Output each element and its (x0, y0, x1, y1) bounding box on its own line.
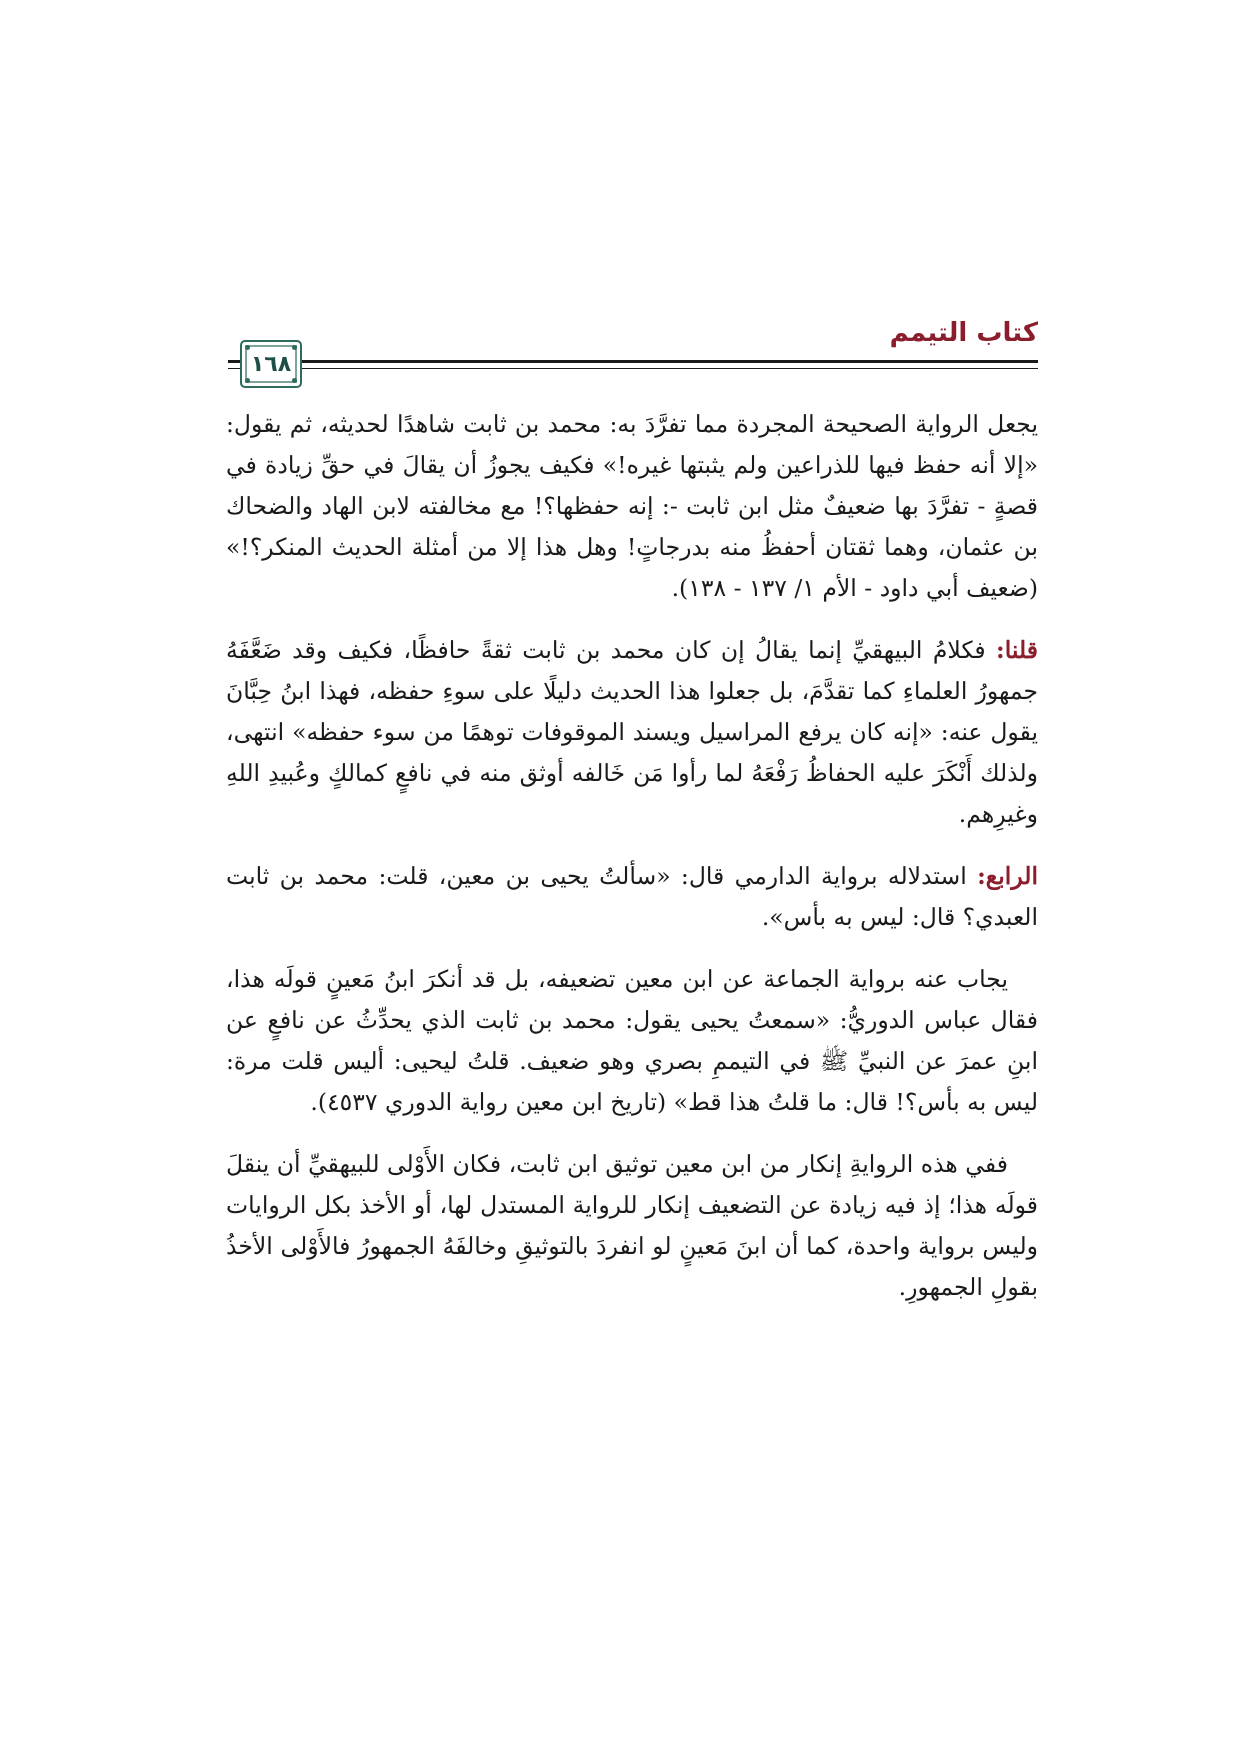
paragraph-text: يجاب عنه برواية الجماعة عن ابن معين تضعيفه، بل قد أنكرَ ابنُ مَعينٍ قولَه هذا، فقال عباس الدوريُّ: «سمعتُ يحيى يقول: محمد بن ثابت الذي يحدِّثُ عن نافعٍ عن ابنِ عمرَ عن النبيِّ ﷺ في التيممِ بصري وهو ضعيف. قلتُ ليحيى: أليس قلت مرة: ليس به بأس؟! قال: ما قلتُ هذا قط» (تاريخ ابن معين رواية الدوري ٤٥٣٧). (226, 965, 1038, 1116)
book-title: كتاب التيمم (889, 318, 1038, 348)
header-rule-thin (228, 368, 1038, 369)
paragraph (226, 630, 1038, 835)
page-number: ١٦٨ (250, 351, 292, 377)
page-body (226, 404, 1038, 1329)
paragraph-lead: قلنا: (996, 636, 1038, 664)
paragraph-text: فكلامُ البيهقيِّ إنما يقالُ إن كان محمد بن ثابت ثقةً حافظًا، فكيف وقد ضَعَّفَهُ جمهورُ العلماءِ كما تقدَّمَ، بل جعلوا هذا الحديث دليلًا على سوءِ حفظه، فهذا ابنُ حِبَّانَ يقول عنه: «إنه كان يرفع المراسيل ويسند الموقوفات توهمًا من سوء حفظه» انتهى، ولذلك أَنْكَرَ عليه الحفاظُ رَفْعَهُ لما رأوا مَن خَالفه أوثق منه في نافعٍ كمالكٍ وعُبيدِ اللهِ وغيرِهم. (226, 636, 1038, 828)
paragraph-text: استدلاله برواية الدارمي قال: «سألتُ يحيى بن معين، قلت: محمد بن ثابت العبدي؟ قال: ليس به بأس». (226, 862, 1038, 931)
paragraph-text: يجعل الرواية الصحيحة المجردة مما تفرَّدَ به: محمد بن ثابت شاهدًا لحديثه، ثم يقول: «إلا أنه حفظ فيها للذراعين ولم يثبتها غيره!» فكيف يجوزُ أن يقالَ في حقِّ زيادة في قصةٍ - تفرَّدَ بها ضعيفٌ مثل ابن ثابت -: إنه حفظها؟! مع مخالفته لابن الهاد والضحاك بن عثمان، وهما ثقتان أحفظُ منه بدرجاتٍ! وهل هذا إلا من أمثلة الحديث المنكر؟!» (ضعيف أبي داود - الأم ١/ ١٣٧ - ١٣٨). (226, 410, 1038, 602)
ornament-corner-icon (292, 378, 297, 383)
header-rule-thick (228, 360, 1038, 363)
ornament-corner-icon (245, 378, 250, 383)
paragraph (226, 959, 1038, 1123)
ornament-corner-icon (292, 345, 297, 350)
paragraph (226, 404, 1038, 609)
paragraph-text: ففي هذه الروايةِ إنكار من ابن معين توثيق ابن ثابت، فكان الأَوْلى للبيهقيِّ أن ينقلَ قولَه هذا؛ إذ فيه زيادة عن التضعيف إنكار للرواية المستدل لها، أو الأخذ بكل الروايات وليس برواية واحدة، كما أن ابنَ مَعينٍ لو انفردَ بالتوثيقِ وخالفَهُ الجمهورُ فالأَوْلى الأخذُ بقولِ الجمهورِ. (226, 1150, 1038, 1301)
paragraph-lead: الرابع: (977, 862, 1038, 890)
paragraph (226, 1144, 1038, 1308)
page-header (228, 318, 1038, 388)
paragraph (226, 856, 1038, 938)
ornament-corner-icon (245, 345, 250, 350)
page-number-badge (240, 340, 302, 388)
